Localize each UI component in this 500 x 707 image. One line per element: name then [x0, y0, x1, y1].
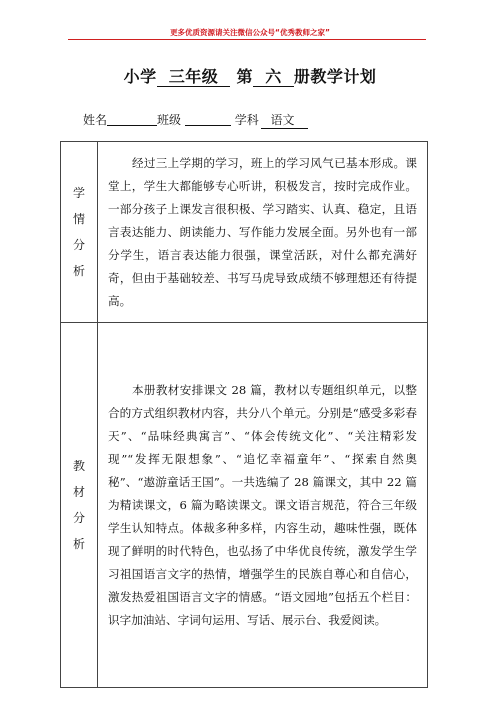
subject-label: 学科	[234, 113, 259, 127]
title-volume	[253, 68, 294, 87]
subject-value-text: 语文	[270, 113, 295, 127]
table-row	[61, 323, 428, 688]
label-char: 情	[72, 212, 85, 226]
label-char: 教	[72, 459, 85, 473]
table-row	[61, 142, 428, 323]
title-grade	[157, 68, 231, 87]
learning-analysis-text: 经过三上学期的学习，班上的学习风气已基本形成。课堂上，学生大都能够专心听讲，积极发言，按时完成作业。一部分孩子上课发言很积极、学习踏实、认真、稳定，且语言表达能力、朗读能力、写作能力发展全面。另外也有一部分学生，语言表达能力很强，课堂活跃，对什么都充满好奇，但由于基础较差、书写马虎导致成绩不够理想还有待提高。	[108, 155, 417, 308]
header-divider	[68, 39, 426, 40]
title-suffix: 册教学计划	[293, 67, 377, 86]
title-volume-text: 六	[265, 67, 282, 86]
title-prefix: 小学	[123, 67, 157, 86]
label-char: 材	[72, 485, 85, 499]
vertical-label	[61, 180, 97, 284]
class-blank	[185, 112, 231, 126]
name-label: 姓名	[83, 113, 108, 127]
wechat-banner: 更多优质资源请关注微信公众号“优秀教师之家”	[170, 28, 330, 37]
name-blank	[107, 112, 157, 126]
label-char: 学	[72, 186, 85, 200]
class-label: 班级	[157, 113, 182, 127]
label-char: 析	[72, 264, 85, 278]
label-char: 析	[72, 537, 85, 551]
section-content-learning	[98, 142, 428, 323]
label-char: 分	[72, 238, 85, 252]
vertical-label	[61, 453, 97, 557]
subject-value	[261, 111, 308, 129]
label-char: 分	[72, 511, 85, 525]
title-di: 第	[236, 67, 254, 86]
page-title	[0, 64, 500, 87]
title-grade-text: 三年级	[168, 67, 219, 86]
section-content-textbook	[98, 323, 428, 688]
info-line	[83, 111, 308, 129]
textbook-analysis-text: 本册教材安排课文 28 篇，教材以专题组织单元，以整合的方式组织教材内容，共分八个单元。分别是“感受多彩春天”、“品味经典寓言”、“体会传统文化”、“关注精彩发现”“发挥无限想象”、“追忆幸福童年”、“探索自然奥秘”、“遨游童话王国”。一共选编了 28 篇课文，其中 22 篇为精读课文，6 篇为略读课文。课文语言规范，符合三年级学生认知特点。体裁多种多样，内容生动，趣味性强，既体现了鲜明的时代特色，也弘扬了中华优良传统，激发学生学习祖国语言文字的热情，增强学生的民族自尊心和自信心，激发热爱祖国语言文字的情感。“语文园地”包括五个栏目：识字加油站、字词句运用、写话、展示台、我爱阅读。	[108, 382, 417, 627]
section-label-textbook	[61, 323, 98, 688]
plan-table	[60, 141, 428, 688]
section-label-learning	[61, 142, 98, 323]
